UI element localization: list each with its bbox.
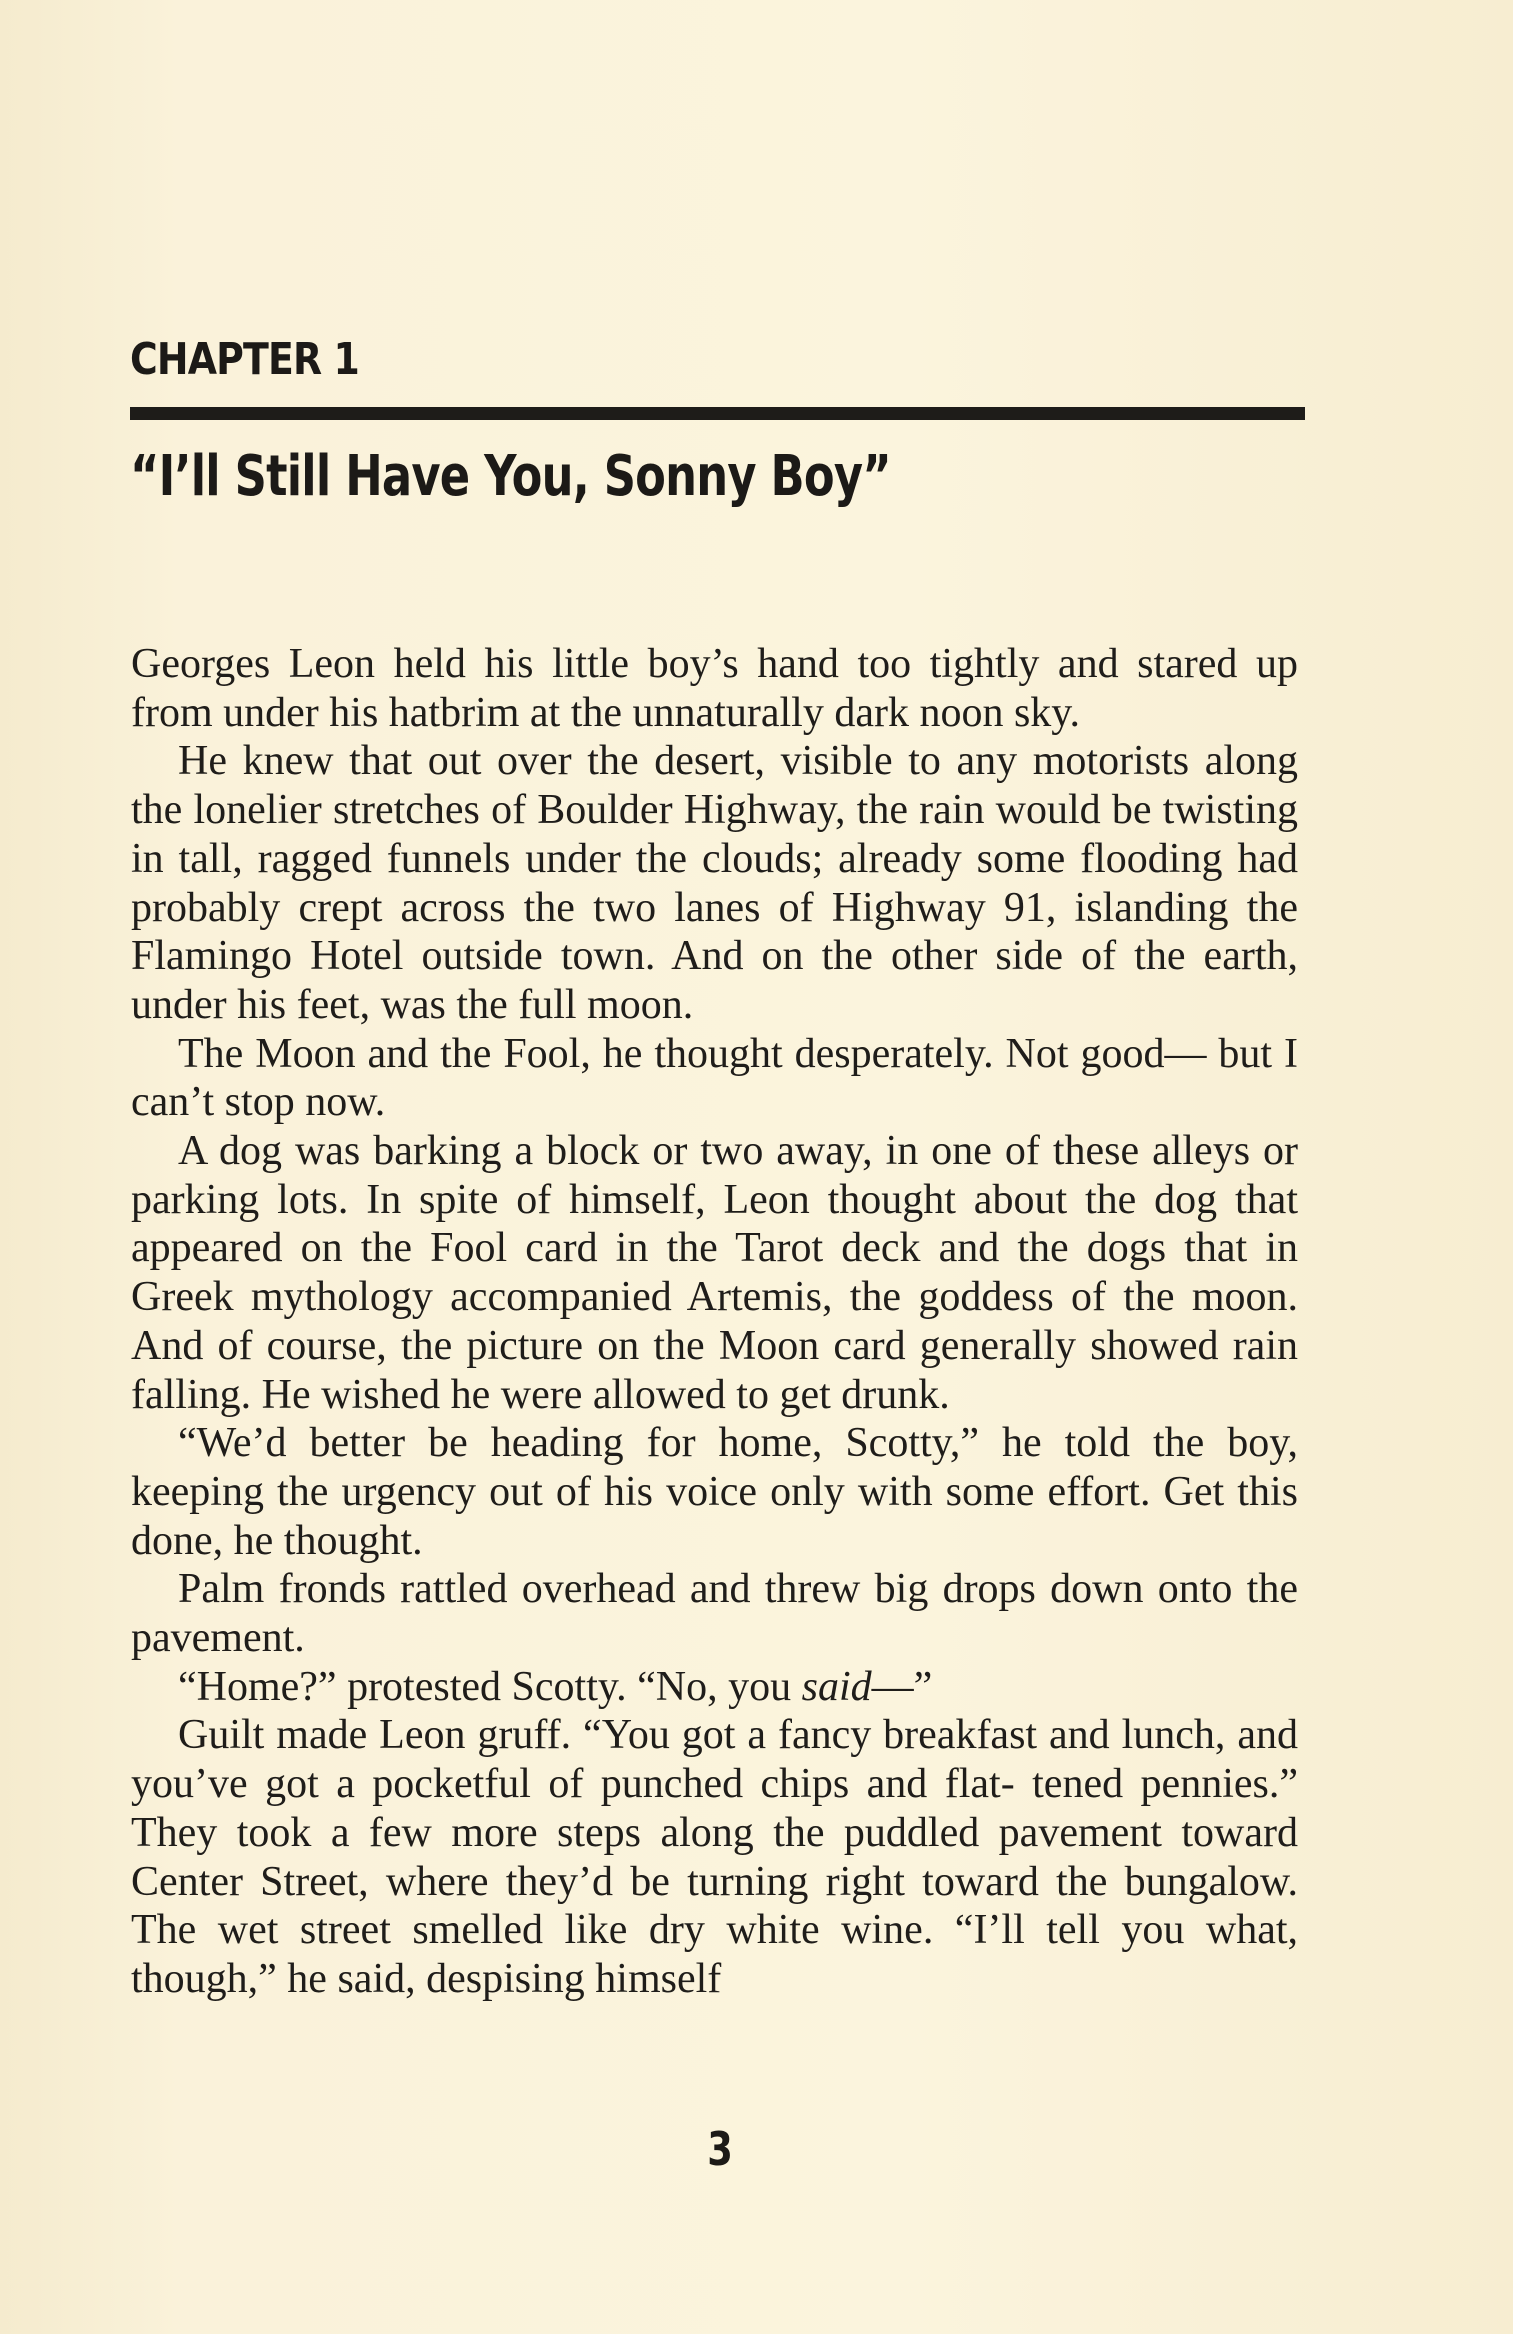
paragraph: Guilt made Leon gruff. “You got a fancy breakfast and lunch, and you’ve got a pocketful of punched chips and flat- tened pennies.” They took a few more steps along the puddled pavement toward Center Street, where they’d be turning right toward the bungalow. The wet street smelled like dry white wine. “I’ll tell you what, though,” he said, despising himself (131, 1712, 1298, 2002)
chapter-label: CHAPTER 1 (130, 334, 360, 385)
paragraph: “We’d better be heading for home, Scotty,” he told the boy, keeping the urgency out of his voice only with some effort. Get this done, he thought. (131, 1420, 1298, 1564)
dialogue-text: —” (871, 1663, 933, 1710)
paragraph: Georges Leon held his little boy’s hand too tightly and stared up from under his hatbrim at the unnaturally dark noon sky. (131, 641, 1298, 736)
dialogue-text: “Home?” protested Scotty. “No, you (178, 1663, 802, 1710)
paragraph: The Moon and the Fool, he thought desperately. Not good— but I can’t stop now. (131, 1030, 1298, 1126)
chapter-divider (130, 407, 1305, 420)
paragraph: Palm fronds rattled overhead and threw big drops down onto the pavement. (131, 1566, 1298, 1662)
chapter-title: “I’ll Still Have You, Sonny Boy” (130, 444, 891, 509)
paragraph: He knew that out over the desert, visible to any motorists along the lonelier stretches of Boulder Highway, the rain would be twisting in tall, ragged funnels under the clouds; already some flooding had probably crept across the two lanes of Highway 91, islanding the Flamingo Hotel outside town. And on the other side of the earth, under his feet, was the full moon. (131, 738, 1298, 1028)
paragraph (131, 1663, 1298, 1712)
body-text (131, 640, 1298, 2004)
emphasized-word: said (801, 1663, 872, 1710)
page-number: 3 (707, 2122, 733, 2176)
paragraph: A dog was barking a block or two away, in one of these alleys or parking lots. In spite of himself, Leon thought about the dog that appeared on the Fool card in the Tarot deck and the dogs that in Greek mythology accompanied Artemis, the goddess of the moon. And of course, the picture on the Moon card generally showed rain falling. He wished he were allowed to get drunk. (131, 1128, 1298, 1418)
